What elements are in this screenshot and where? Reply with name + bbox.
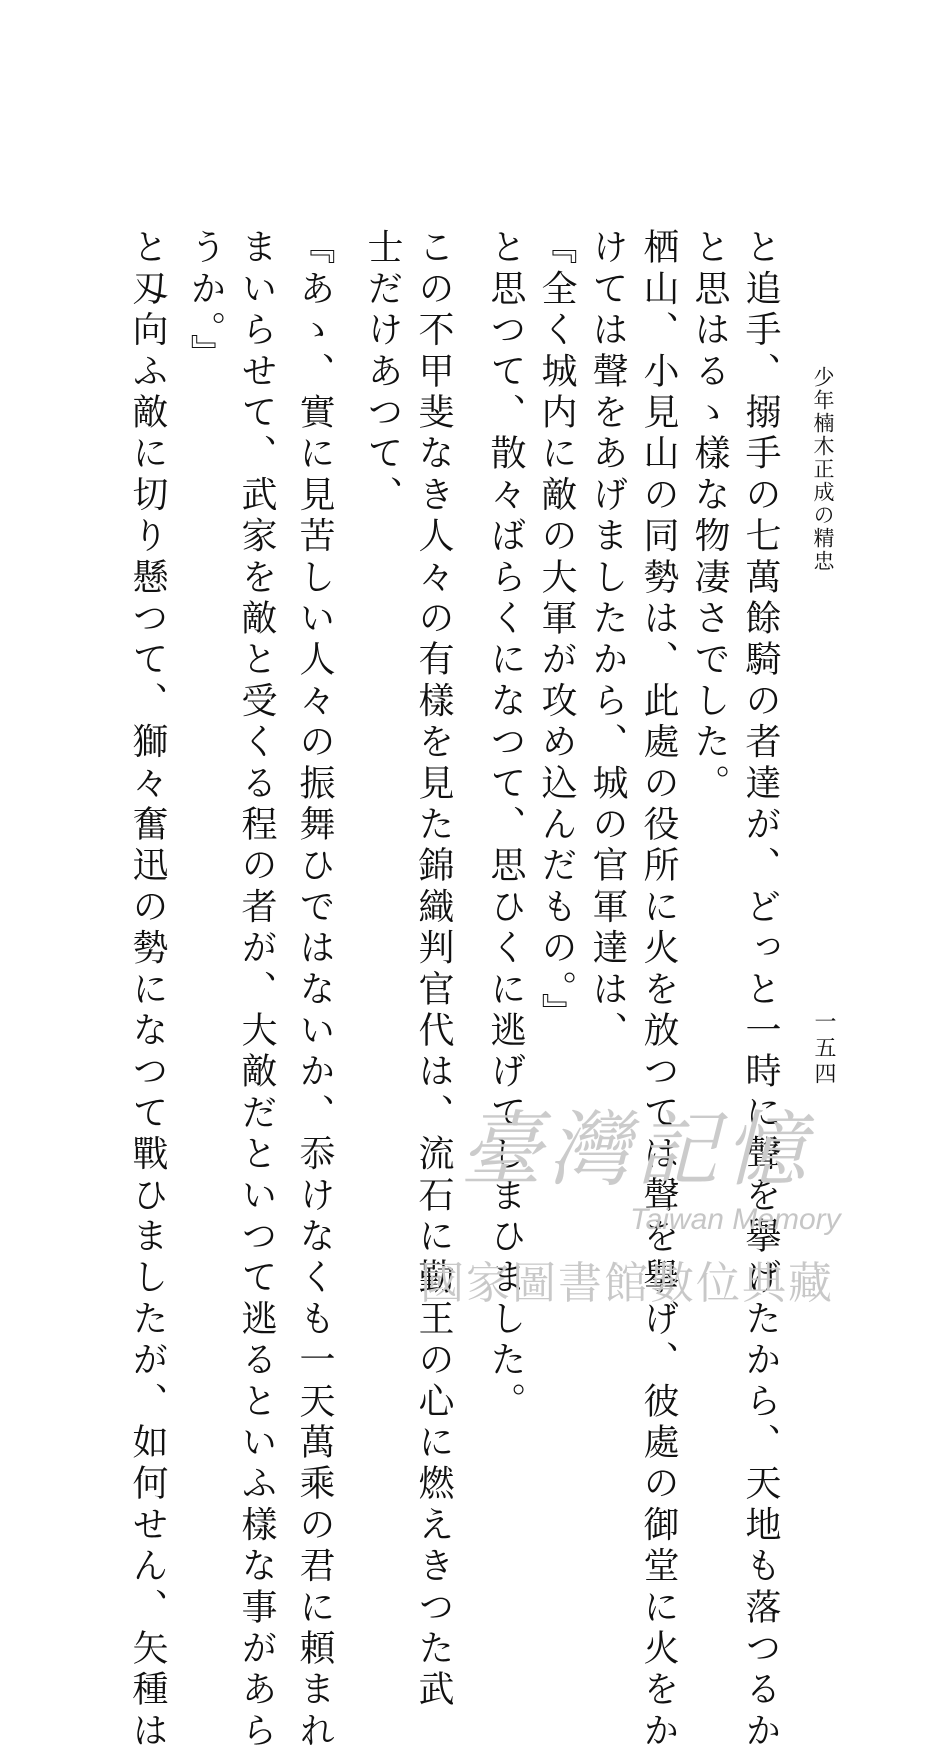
text-line: けては聲をあげましたから、城の官軍達は、 (587, 228, 628, 1052)
text-line: 栖山、小見山の同勢は、此處の役所に火を放つては聲を擧げ、彼處の御堂に火をか (638, 228, 679, 1752)
text-line: この不甲斐なき人々の有樣を見た錦織判官代は、流石に勤王の心に燃えきつた武 (413, 228, 454, 1712)
watermark-institution: 國家圖書館數位典藏 (420, 1258, 834, 1309)
watermark-title: 臺灣記憶 (460, 1103, 812, 1198)
text-line: 『全く城内に敵の大軍が攻め込んだもの。』 (536, 228, 577, 1034)
page-number: 一五四 (811, 1010, 836, 1088)
running-title: 少年楠木正成の精忠 (811, 366, 835, 573)
text-line: と刄向ふ敵に切り懸つて、獅々奮迅の勢になつて戰ひましたが、如何せん、矢種は (127, 228, 168, 1752)
text-line: 士だけあつて、 (362, 228, 403, 517)
watermark-subtitle: Taiwan Memory (630, 1203, 841, 1236)
text-line: と思はるゝ樣な物凄さでした。 (689, 228, 730, 805)
text-line: と思つて、散々ばらくになつて、思ひくに逃げてしまひました。 (485, 228, 526, 1423)
text-line: と追手、搦手の七萬餘騎の者達が、どっと一時に聲を擧げたから、天地も落つるか (740, 228, 781, 1752)
text-line: うか。』 (185, 228, 226, 375)
text-line: まいらせて、武家を敵と受くる程の者が、大敵だといつて逃るといふ樣な事があら (236, 228, 277, 1752)
text-line: 『あゝ、實に見苦しい人々の振舞ひではないか、忝けなくも一天萬乘の君に頼まれ (294, 228, 335, 1752)
